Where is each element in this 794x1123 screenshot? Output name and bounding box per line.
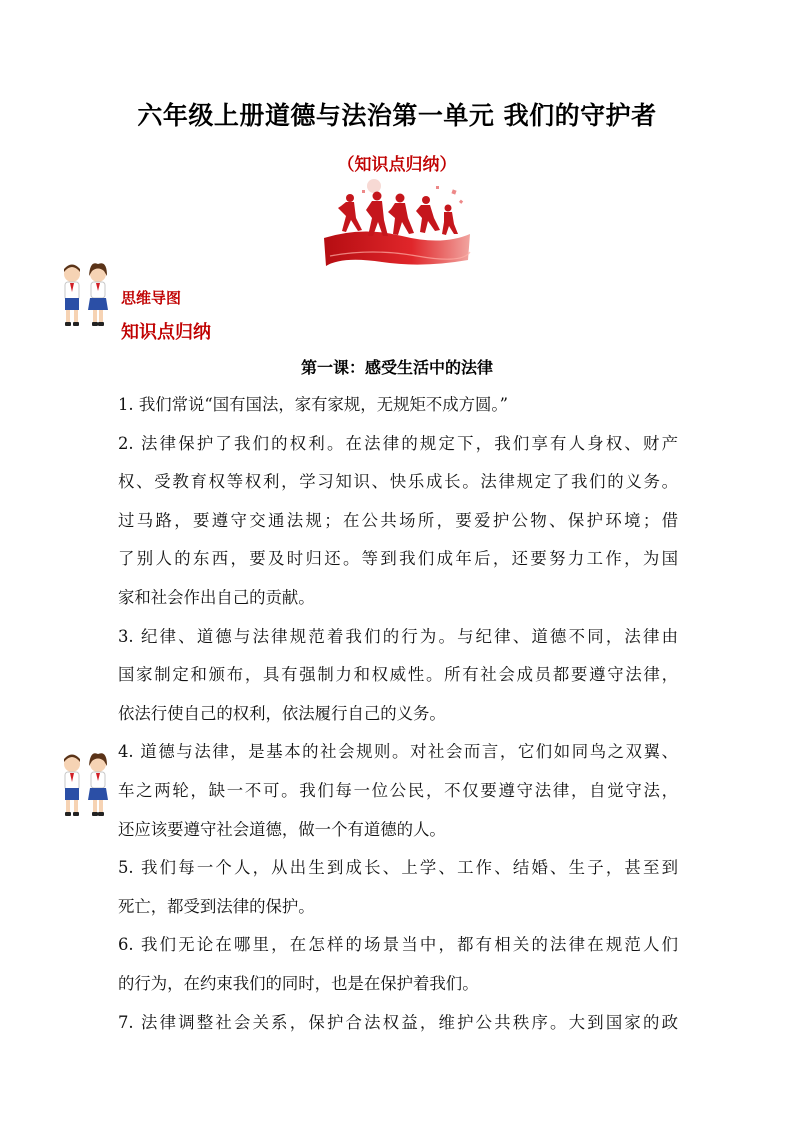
page-subtitle: （知识点归纳）	[337, 155, 457, 175]
body-text	[118, 386, 678, 1042]
lesson-title: 第一课：感受生活中的法律	[300, 358, 493, 377]
section-mindmap-heading: 思维导图	[121, 289, 182, 307]
section-summary-heading: 知识点归纳	[121, 322, 211, 343]
text-line: 4. 道德与法律，是基本的社会规则。对社会而言，它们如同鸟之双翼、	[118, 742, 678, 762]
text-line: 7. 法律调整社会关系，保护合法权益，维护公共秩序。大到国家的政	[118, 1012, 678, 1032]
kids-icon	[56, 262, 116, 328]
text-line: 过马路，要遵守交通法规；在公共场所，要爱护公物、保护环境；借	[118, 510, 678, 530]
text-line: 国家制定和颁布，具有强制力和权威性。所有社会成员都要遵守法律，	[118, 665, 678, 685]
text-line: 1. 我们常说“国有国法，家有家规，无规矩不成方圆。”	[118, 395, 508, 414]
text-line: 的行为，在约束我们的同时，也是在保护着我们。	[118, 973, 479, 993]
banner-illustration	[322, 178, 472, 273]
text-line: 家和社会作出自己的贡献。	[118, 587, 315, 607]
text-line: 2. 法律保护了我们的权利。在法律的规定下，我们享有人身权、财产	[118, 433, 678, 453]
text-line: 了别人的东西，要及时归还。等到我们成年后，还要努力工作，为国	[118, 549, 678, 569]
text-line: 车之两轮，缺一不可。我们每一位公民，不仅要遵守法律，自觉守法，	[118, 780, 678, 800]
text-line: 5. 我们每一个人，从出生到成长、上学、工作、结婚、生子，甚至到	[118, 858, 678, 878]
text-line: 依法行使自己的权利，依法履行自己的义务。	[118, 703, 446, 723]
kids-icon	[56, 752, 116, 818]
page-title: 六年级上册道德与法治第一单元 我们的守护者	[137, 101, 657, 130]
text-line: 3. 纪律、道德与法律规范着我们的行为。与纪律、道德不同，法律由	[118, 626, 678, 646]
text-line: 6. 我们无论在哪里，在怎样的场景当中，都有相关的法律在规范人们	[118, 935, 678, 955]
text-line: 还应该要遵守社会道德，做一个有道德的人。	[118, 819, 446, 839]
text-line: 死亡，都受到法律的保护。	[118, 896, 315, 916]
text-line: 权、受教育权等权利，学习知识、快乐成长。法律规定了我们的义务。	[118, 472, 678, 492]
